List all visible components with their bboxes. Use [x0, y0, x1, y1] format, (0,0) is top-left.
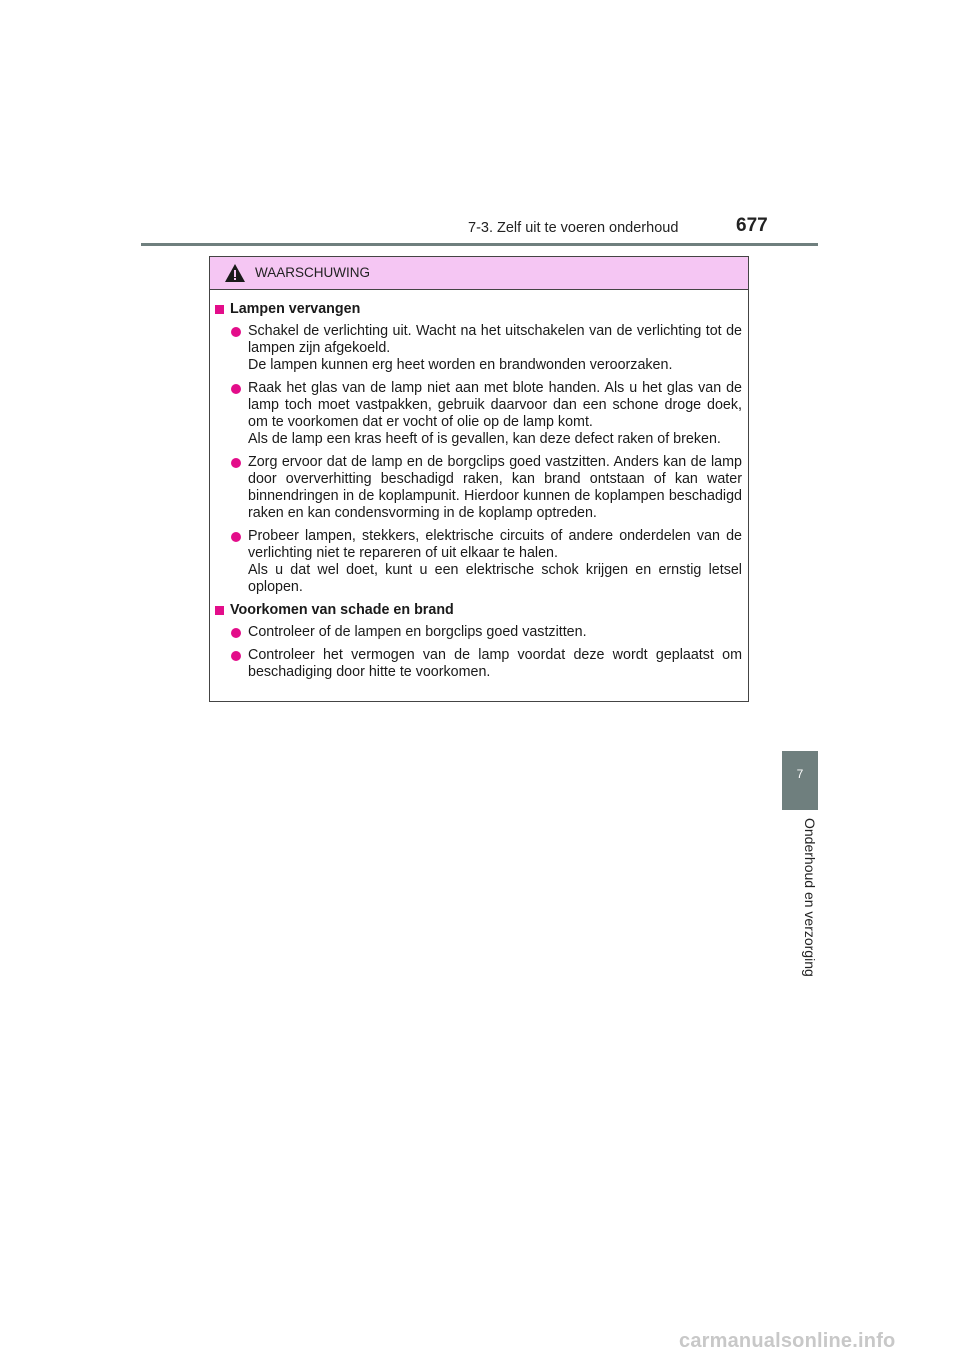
paragraph-line: Probeer lampen, stekkers, elektrische circuits of andere onderdelen van de verlichting niet te repareren of uit elkaar te halen. [248, 528, 742, 561]
section-heading [215, 602, 742, 619]
section-heading [215, 301, 742, 318]
bullet-dot-icon [231, 458, 241, 468]
bullet-dot-icon [231, 628, 241, 638]
list-item [215, 454, 742, 522]
chapter-number: 7 [796, 767, 804, 781]
list-item [215, 624, 742, 641]
warning-box [209, 256, 749, 702]
list-item-text [248, 647, 742, 681]
list-item-text [248, 380, 742, 448]
list-item-text [248, 624, 742, 641]
paragraph-line: Als de lamp een kras heeft of is gevallen, kan deze defect raken of breken. [248, 431, 721, 447]
list-item [215, 647, 742, 681]
section-title: 7-3. Zelf uit te voeren onderhoud [468, 220, 679, 236]
list-item [215, 323, 742, 374]
list-item-text [248, 323, 742, 374]
chapter-tab [782, 751, 818, 810]
bullet-dot-icon [231, 651, 241, 661]
list-item-text [248, 528, 742, 596]
paragraph-line: Zorg ervoor dat de lamp en de borgclips goed vastzitten. Anders kan de lamp door oververhitting beschadigd raken, kan brand ontstaan of kan water binnendringen in de koplampunit. Hierdoor kunnen de koplampen beschadigd raken en kan condensvorming in de koplamp optreden. [248, 454, 742, 521]
page-number: 677 [736, 215, 768, 236]
header-divider [141, 243, 818, 246]
warning-triangle-icon [224, 263, 246, 283]
bullet-dot-icon [231, 532, 241, 542]
bullet-dot-icon [231, 384, 241, 394]
chapter-label: Onderhoud en verzorging [802, 818, 818, 977]
warning-body [210, 290, 748, 681]
paragraph-line: De lampen kunnen erg heet worden en brandwonden veroorzaken. [248, 357, 673, 373]
square-bullet-icon [215, 305, 224, 314]
warning-header [210, 257, 748, 290]
warning-section [215, 602, 742, 681]
bullet-dot-icon [231, 327, 241, 337]
section-heading-text: Voorkomen van schade en brand [230, 602, 454, 618]
warning-title: WAARSCHUWING [255, 265, 370, 280]
warning-section [215, 301, 742, 596]
list-item [215, 380, 742, 448]
paragraph-line: Raak het glas van de lamp niet aan met blote handen. Als u het glas van de lamp toch moet vastpakken, gebruik daarvoor dan een schone droge doek, om te voorkomen dat er vocht of olie op de lamp komt. [248, 380, 742, 430]
square-bullet-icon [215, 606, 224, 615]
watermark: carmanualsonline.info [679, 1330, 896, 1352]
paragraph-line: Controleer het vermogen van de lamp voordat deze wordt geplaatst om beschadiging door hitte te voorkomen. [248, 647, 742, 680]
paragraph-line: Schakel de verlichting uit. Wacht na het uitschakelen van de verlichting tot de lampen zijn afgekoeld. [248, 323, 742, 356]
list-item-text [248, 454, 742, 522]
list-item [215, 528, 742, 596]
paragraph-line: Controleer of de lampen en borgclips goed vastzitten. [248, 624, 587, 640]
paragraph-line: Als u dat wel doet, kunt u een elektrische schok krijgen en ernstig letsel oplopen. [248, 562, 742, 595]
section-heading-text: Lampen vervangen [230, 301, 361, 317]
